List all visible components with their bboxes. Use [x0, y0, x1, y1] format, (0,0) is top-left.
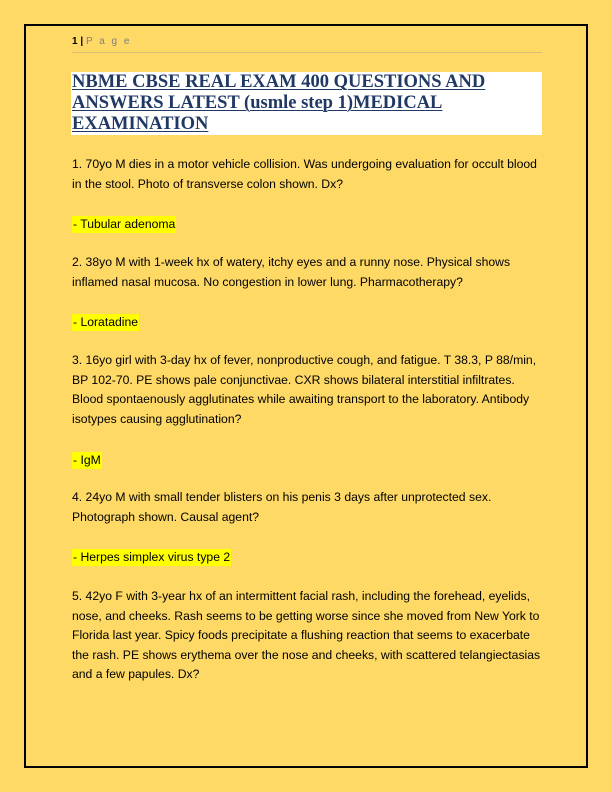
- answer-4: [72, 549, 231, 565]
- answer-1-highlight: - Tubular adenoma: [73, 217, 176, 231]
- question-1: 1. 70yo M dies in a motor vehicle collision. Was undergoing evaluation for occult blood in the stool. Photo of transverse colon shown. Dx?: [72, 157, 537, 191]
- question-3: 3. 16yo girl with 3-day hx of fever, nonproductive cough, and fatigue. T 38.3, P 88/min, BP 102-70. PE shows pale conjunctivae. CXR shows bilateral interstitial infiltrates. Blood spontaenously agglutinates while awaiting transport to the laboratory. Antibody isotypes causing agglutination?: [72, 353, 537, 426]
- answer-3: [72, 452, 102, 468]
- answer-4-highlight: - Herpes simplex virus type 2: [73, 550, 231, 564]
- page-label: P a g e: [85, 36, 132, 47]
- answer-2: [72, 314, 139, 330]
- question-5: 5. 42yo F with 3-year hx of an intermittent facial rash, including the forehead, eyelids, nose, and cheeks. Rash seems to be getting worse since she moved from New York to Florida last year. Spicy foods precipitate a flushing reaction that seems to exacerbate the rash. PE shows erythema over the nose and cheeks, with scattered telangiectasias and a few papules. Dx?: [72, 589, 541, 682]
- question-2: 2. 38yo M with 1-week hx of watery, itchy eyes and a runny nose. Physical shows inflamed nasal mucosa. No congestion in lower lung. Pharmacotherapy?: [72, 255, 511, 289]
- document-title: NBME CBSE REAL EXAM 400 QUESTIONS AND ANSWERS LATEST (usmle step 1)MEDICAL EXAMINATION: [72, 72, 486, 134]
- header-separator: |: [80, 36, 84, 47]
- question-4: 4. 24yo M with small tender blisters on his penis 3 days after unprotected sex. Photograph shown. Causal agent?: [72, 490, 492, 524]
- answer-3-highlight: - IgM: [73, 453, 101, 467]
- header-divider: [72, 52, 542, 53]
- answer-1: [72, 216, 176, 232]
- page-header: [72, 36, 542, 48]
- answer-2-highlight: - Loratadine: [73, 315, 139, 329]
- page-number: 1: [72, 36, 78, 47]
